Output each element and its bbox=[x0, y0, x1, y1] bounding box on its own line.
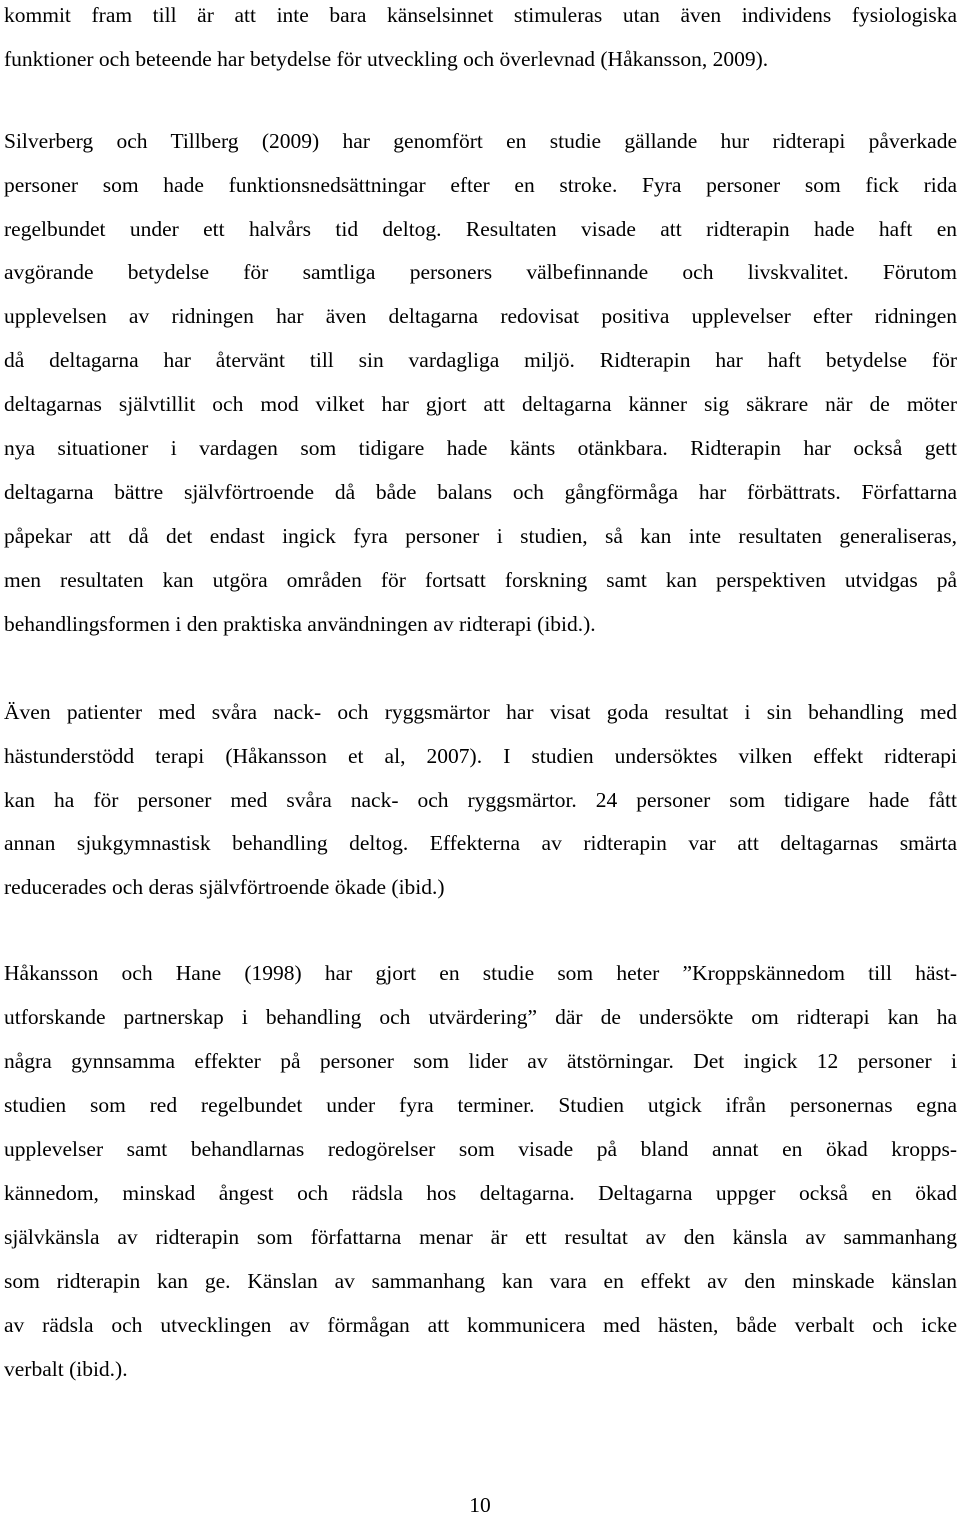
text-line: då deltagarna har återvänt till sin vardagliga miljö. Ridterapin har haft betydelse för bbox=[4, 348, 957, 372]
text-line: kan ha för personer med svåra nack- och ryggsmärtor. 24 personer som tidigare hade fått bbox=[4, 788, 957, 812]
text-line: påpekar att då det endast ingick fyra personer i studien, så kan inte resultaten generaliseras, bbox=[4, 524, 957, 548]
text-line: av rädsla och utvecklingen av förmågan att kommunicera med hästen, både verbalt och icke bbox=[4, 1313, 957, 1337]
text-line: utforskande partnerskap i behandling och utvärdering” där de undersökte om ridterapi kan ha bbox=[4, 1005, 957, 1029]
text-line: regelbundet under ett halvårs tid deltog. Resultaten visade att ridterapin hade haft en bbox=[4, 217, 957, 241]
text-line: reducerades och deras självförtroende ökade (ibid.) bbox=[4, 875, 445, 899]
text-line: deltagarnas självtillit och mod vilket har gjort att deltagarna känner sig säkrare när de möter bbox=[4, 392, 957, 416]
text-line: deltagarna bättre självförtroende då både balans och gångförmåga har förbättrats. Författarna bbox=[4, 480, 957, 504]
text-line: Även patienter med svåra nack- och ryggsmärtor har visat goda resultat i sin behandling med bbox=[4, 700, 957, 724]
text-line: kännedom, minskad ångest och rädsla hos deltagarna. Deltagarna uppger också en ökad bbox=[4, 1181, 957, 1205]
text-line: nya situationer i vardagen som tidigare hade känts otänkbara. Ridterapin har också gett bbox=[4, 436, 957, 460]
text-line: självkänsla av ridterapin som författarna menar är ett resultat av den känsla av sammanhang bbox=[4, 1225, 957, 1249]
text-line: men resultaten kan utgöra områden för fortsatt forskning samt kan perspektiven utvidgas på bbox=[4, 568, 957, 592]
text-line: hästunderstödd terapi (Håkansson et al, 2007). I studien undersöktes vilken effekt ridterapi bbox=[4, 744, 957, 768]
text-line: verbalt (ibid.). bbox=[4, 1357, 128, 1381]
text-line: upplevelsen av ridningen har även deltagarna redovisat positiva upplevelser efter ridningen bbox=[4, 304, 957, 328]
text-line: Håkansson och Hane (1998) har gjort en studie som heter ”Kroppskännedom till häst- bbox=[4, 961, 957, 985]
text-line: behandlingsformen i den praktiska användningen av ridterapi (ibid.). bbox=[4, 612, 596, 636]
text-line: personer som hade funktionsnedsättningar efter en stroke. Fyra personer som fick rida bbox=[4, 173, 957, 197]
text-line: kommit fram till är att inte bara känselsinnet stimuleras utan även individens fysiologiska bbox=[4, 3, 957, 27]
text-line: studien som red regelbundet under fyra terminer. Studien utgick ifrån personernas egna bbox=[4, 1093, 957, 1117]
text-line: avgörande betydelse för samtliga personers välbefinnande och livskvalitet. Förutom bbox=[4, 260, 957, 284]
text-line: några gynnsamma effekter på personer som lider av ätstörningar. Det ingick 12 personer i bbox=[4, 1049, 957, 1073]
text-line: annan sjukgymnastisk behandling deltog. Effekterna av ridterapin var att deltagarnas smärta bbox=[4, 831, 957, 855]
text-line: Silverberg och Tillberg (2009) har genomfört en studie gällande hur ridterapi påverkade bbox=[4, 129, 957, 153]
text-line: som ridterapin kan ge. Känslan av sammanhang kan vara en effekt av den minskade känslan bbox=[4, 1269, 957, 1293]
text-line: funktioner och beteende har betydelse för utveckling och överlevnad (Håkansson, 2009). bbox=[4, 47, 769, 71]
page-number: 10 bbox=[469, 1493, 491, 1517]
text-line: upplevelser samt behandlarnas redogörelser som visade på bland annat en ökad kropps- bbox=[4, 1137, 957, 1161]
